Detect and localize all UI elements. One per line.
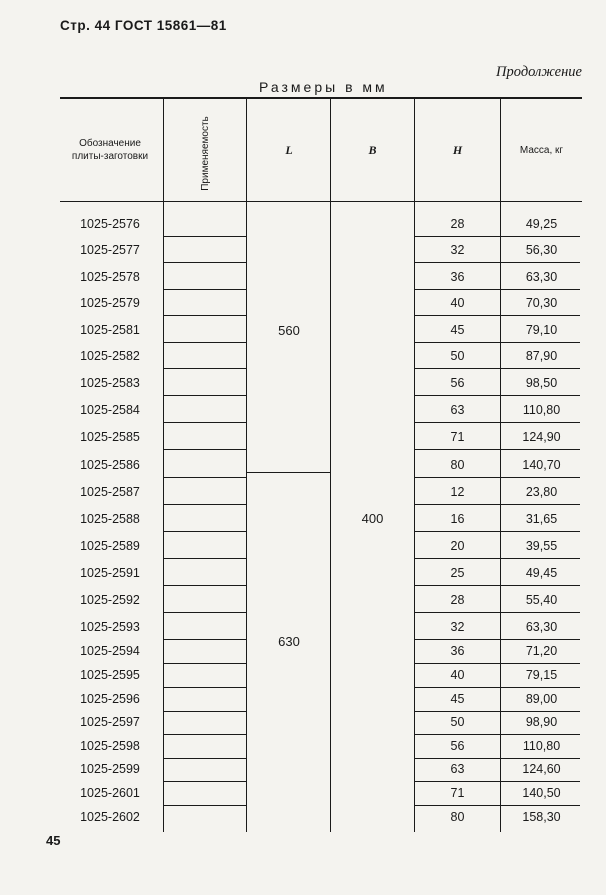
row-H-value: 63 bbox=[450, 403, 465, 417]
row-separator bbox=[500, 663, 580, 664]
row-mass-value: 31,65 bbox=[525, 512, 558, 526]
column-divider-2 bbox=[246, 99, 247, 832]
row-separator bbox=[414, 531, 500, 532]
row-H-value: 80 bbox=[450, 458, 465, 472]
row-separator bbox=[163, 236, 246, 237]
row-H-value: 36 bbox=[450, 644, 465, 658]
row-separator bbox=[163, 663, 246, 664]
row-separator bbox=[163, 395, 246, 396]
row-mass-value: 49,45 bbox=[525, 566, 558, 580]
row-separator bbox=[414, 449, 500, 450]
row-separator bbox=[500, 687, 580, 688]
row-separator bbox=[500, 449, 580, 450]
row-designation: 1025-2598 bbox=[80, 739, 140, 753]
row-designation: 1025-2586 bbox=[80, 458, 140, 472]
row-H-value: 36 bbox=[450, 270, 465, 284]
row-designation: 1025-2578 bbox=[80, 270, 140, 284]
row-separator bbox=[163, 289, 246, 290]
row-H-value: 56 bbox=[450, 376, 465, 390]
L-group-separator bbox=[246, 472, 330, 473]
column-header-mass: Масса, кг bbox=[519, 144, 564, 156]
row-separator bbox=[163, 734, 246, 735]
row-separator bbox=[414, 805, 500, 806]
row-separator bbox=[414, 395, 500, 396]
row-separator bbox=[414, 422, 500, 423]
row-separator bbox=[500, 585, 580, 586]
row-designation: 1025-2591 bbox=[80, 566, 140, 580]
row-mass-value: 49,25 bbox=[525, 217, 558, 231]
L-value-group2: 630 bbox=[278, 634, 300, 649]
column-header-usage bbox=[165, 108, 245, 198]
row-separator bbox=[500, 289, 580, 290]
row-separator bbox=[414, 781, 500, 782]
row-separator bbox=[500, 262, 580, 263]
units-caption: Размеры в мм bbox=[259, 79, 388, 95]
row-separator bbox=[163, 449, 246, 450]
row-separator bbox=[500, 781, 580, 782]
row-mass-value: 79,10 bbox=[525, 323, 558, 337]
row-separator bbox=[163, 558, 246, 559]
row-separator bbox=[414, 342, 500, 343]
row-separator bbox=[500, 368, 580, 369]
row-separator bbox=[414, 315, 500, 316]
row-separator bbox=[414, 663, 500, 664]
row-H-value: 40 bbox=[450, 296, 465, 310]
row-separator bbox=[163, 342, 246, 343]
row-designation: 1025-2594 bbox=[80, 644, 140, 658]
row-H-value: 16 bbox=[450, 512, 465, 526]
row-H-value: 40 bbox=[450, 668, 465, 682]
row-mass-value: 140,50 bbox=[522, 786, 561, 800]
row-mass-value: 98,50 bbox=[525, 376, 558, 390]
row-designation: 1025-2584 bbox=[80, 403, 140, 417]
page-header: Стр. 44 ГОСТ 15861—81 bbox=[60, 18, 227, 33]
row-mass-value: 87,90 bbox=[525, 349, 558, 363]
row-mass-value: 110,80 bbox=[522, 403, 561, 417]
row-mass-value: 124,90 bbox=[522, 430, 561, 444]
row-separator bbox=[414, 477, 500, 478]
row-designation: 1025-2576 bbox=[80, 217, 140, 231]
row-separator bbox=[500, 315, 580, 316]
row-mass-value: 71,20 bbox=[525, 644, 558, 658]
row-mass-value: 98,90 bbox=[525, 715, 558, 729]
column-header-designation-line2: плиты-заготовки bbox=[71, 151, 149, 162]
row-mass-value: 55,40 bbox=[525, 593, 558, 607]
row-separator bbox=[414, 585, 500, 586]
row-designation: 1025-2592 bbox=[80, 593, 140, 607]
row-H-value: 12 bbox=[450, 485, 465, 499]
row-designation: 1025-2581 bbox=[80, 323, 140, 337]
column-header-designation bbox=[60, 120, 160, 180]
row-separator bbox=[500, 758, 580, 759]
row-designation: 1025-2579 bbox=[80, 296, 140, 310]
row-mass-value: 56,30 bbox=[525, 243, 558, 257]
row-designation: 1025-2596 bbox=[80, 692, 140, 706]
row-separator bbox=[163, 368, 246, 369]
row-mass-value: 39,55 bbox=[525, 539, 558, 553]
header-bottom-rule bbox=[60, 201, 582, 202]
row-separator bbox=[500, 558, 580, 559]
column-divider-3 bbox=[330, 99, 331, 832]
row-H-value: 28 bbox=[450, 593, 465, 607]
row-separator bbox=[414, 711, 500, 712]
row-separator bbox=[414, 612, 500, 613]
row-H-value: 32 bbox=[450, 620, 465, 634]
table-top-rule bbox=[60, 97, 582, 99]
row-designation: 1025-2588 bbox=[80, 512, 140, 526]
row-designation: 1025-2577 bbox=[80, 243, 140, 257]
row-H-value: 25 bbox=[450, 566, 465, 580]
B-value-all: 400 bbox=[361, 511, 384, 526]
row-separator bbox=[163, 687, 246, 688]
row-separator bbox=[414, 734, 500, 735]
row-separator bbox=[414, 289, 500, 290]
row-separator bbox=[414, 758, 500, 759]
row-separator bbox=[500, 711, 580, 712]
row-separator bbox=[500, 734, 580, 735]
page-number: 45 bbox=[46, 833, 61, 848]
row-mass-value: 23,80 bbox=[525, 485, 558, 499]
row-H-value: 20 bbox=[450, 539, 465, 553]
row-mass-value: 63,30 bbox=[525, 270, 558, 284]
row-designation: 1025-2589 bbox=[80, 539, 140, 553]
row-mass-value: 89,00 bbox=[525, 692, 558, 706]
row-separator bbox=[163, 585, 246, 586]
column-header-H: H bbox=[452, 142, 463, 157]
row-designation: 1025-2585 bbox=[80, 430, 140, 444]
row-separator bbox=[500, 395, 580, 396]
row-mass-value: 110,80 bbox=[522, 739, 561, 753]
row-mass-value: 79,15 bbox=[525, 668, 558, 682]
row-separator bbox=[414, 504, 500, 505]
row-separator bbox=[163, 422, 246, 423]
row-designation: 1025-2583 bbox=[80, 376, 140, 390]
column-header-B: B bbox=[368, 142, 377, 157]
column-header-designation-line1: Обозначение bbox=[79, 138, 141, 149]
row-separator bbox=[500, 342, 580, 343]
row-designation: 1025-2599 bbox=[80, 762, 140, 776]
row-separator bbox=[163, 639, 246, 640]
row-separator bbox=[163, 531, 246, 532]
row-H-value: 50 bbox=[450, 715, 465, 729]
row-H-value: 80 bbox=[450, 810, 465, 824]
row-separator bbox=[500, 805, 580, 806]
row-H-value: 45 bbox=[450, 323, 465, 337]
column-header-L: L bbox=[285, 142, 293, 157]
row-separator bbox=[163, 758, 246, 759]
row-mass-value: 140,70 bbox=[522, 458, 561, 472]
row-designation: 1025-2593 bbox=[80, 620, 140, 634]
row-designation: 1025-2597 bbox=[80, 715, 140, 729]
row-separator bbox=[163, 805, 246, 806]
continuation-label: Продолжение bbox=[496, 64, 582, 80]
row-H-value: 50 bbox=[450, 349, 465, 363]
row-separator bbox=[500, 422, 580, 423]
row-designation: 1025-2595 bbox=[80, 668, 140, 682]
column-header-usage-text: Применяемость bbox=[199, 115, 211, 191]
row-separator bbox=[414, 639, 500, 640]
row-designation: 1025-2601 bbox=[80, 786, 140, 800]
row-H-value: 63 bbox=[450, 762, 465, 776]
row-separator bbox=[163, 477, 246, 478]
row-separator bbox=[414, 236, 500, 237]
row-H-value: 56 bbox=[450, 739, 465, 753]
row-H-value: 45 bbox=[450, 692, 465, 706]
row-mass-value: 70,30 bbox=[525, 296, 558, 310]
row-separator bbox=[414, 558, 500, 559]
row-separator bbox=[414, 687, 500, 688]
row-separator bbox=[500, 531, 580, 532]
row-separator bbox=[500, 639, 580, 640]
row-H-value: 32 bbox=[450, 243, 465, 257]
row-separator bbox=[163, 315, 246, 316]
row-designation: 1025-2582 bbox=[80, 349, 140, 363]
row-separator bbox=[500, 504, 580, 505]
row-separator bbox=[163, 504, 246, 505]
row-separator bbox=[414, 262, 500, 263]
row-H-value: 28 bbox=[450, 217, 465, 231]
row-separator bbox=[163, 711, 246, 712]
row-mass-value: 158,30 bbox=[522, 810, 561, 824]
row-designation: 1025-2602 bbox=[80, 810, 140, 824]
row-separator bbox=[163, 612, 246, 613]
row-mass-value: 124,60 bbox=[522, 762, 561, 776]
row-separator bbox=[500, 612, 580, 613]
row-separator bbox=[163, 262, 246, 263]
row-H-value: 71 bbox=[450, 786, 465, 800]
row-designation: 1025-2587 bbox=[80, 485, 140, 499]
row-H-value: 71 bbox=[450, 430, 465, 444]
row-mass-value: 63,30 bbox=[525, 620, 558, 634]
row-separator bbox=[500, 477, 580, 478]
row-separator bbox=[414, 368, 500, 369]
row-separator bbox=[163, 781, 246, 782]
L-value-group1: 560 bbox=[278, 323, 300, 338]
column-divider-1 bbox=[163, 99, 164, 832]
row-separator bbox=[500, 236, 580, 237]
